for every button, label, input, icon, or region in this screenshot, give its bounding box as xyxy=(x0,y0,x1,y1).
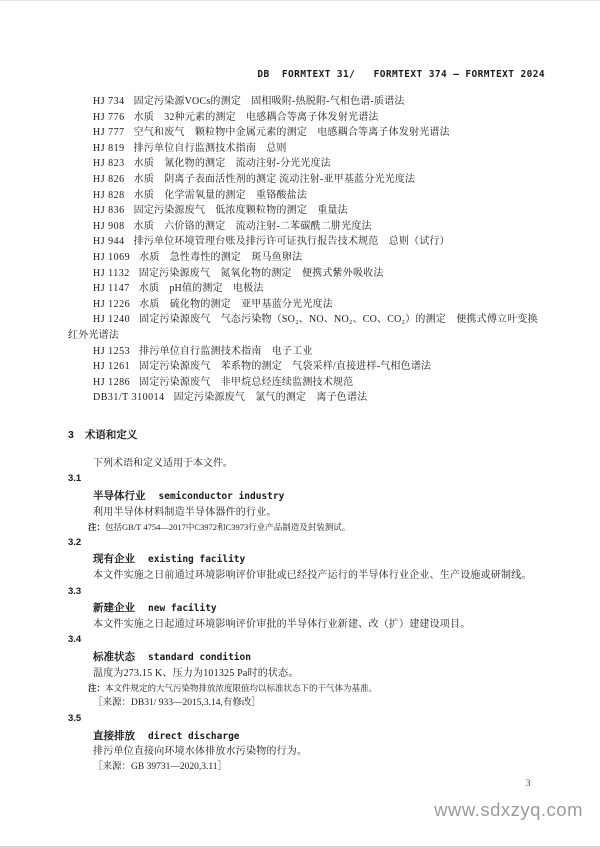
standard-item xyxy=(68,234,545,250)
term-line xyxy=(68,599,545,617)
standard-item xyxy=(68,390,545,406)
standard-code: HJ 1261 xyxy=(93,361,131,373)
term-name-zh: 标准状态 xyxy=(93,650,135,663)
note-label: 注： xyxy=(88,683,106,694)
term-block xyxy=(68,632,545,711)
section-number: 3 xyxy=(68,428,74,441)
term-block xyxy=(68,584,545,633)
standard-title: 固定污染源废气 低浓度颗粒物的测定 重量法 xyxy=(133,205,348,217)
standard-item xyxy=(68,359,545,375)
standard-code: HJ 836 xyxy=(93,205,125,217)
clause-number: 3.3 xyxy=(68,585,82,597)
term-name-en: new facility xyxy=(148,603,217,615)
note-text: 本文件规定的大气污染物排放浓度限值均以标准状态下的干气体为基准。 xyxy=(105,683,378,694)
standard-item xyxy=(68,203,545,219)
standard-title: 固定污染源废气 氯气的测定 离子色谱法 xyxy=(173,392,368,404)
standard-item xyxy=(68,281,545,297)
watermark: www.sdxzyq.com xyxy=(434,799,583,820)
term-line xyxy=(68,727,545,745)
standard-code: HJ 1147 xyxy=(93,283,130,295)
standard-code: HJ 734 xyxy=(93,96,125,107)
term-name-en: direct discharge xyxy=(148,730,240,742)
term-note xyxy=(68,681,545,696)
standard-title: 水质 阴离子表面活性剂的测定 流动注射-亚甲基蓝分光光度法 xyxy=(133,173,416,185)
standard-code: HJ 1286 xyxy=(93,376,131,388)
standard-title: 固定污染源废气 非甲烷总烃连续监测技术规范 xyxy=(139,376,354,388)
document-code-header: DB FORMTEXT 31/ FORMTEXT 374 — FORMTEXT 2024 xyxy=(257,69,545,80)
standard-item xyxy=(68,172,545,188)
note-label: 注： xyxy=(88,522,106,533)
standard-code: HJ 1240 xyxy=(93,314,131,326)
page-content xyxy=(0,1,600,776)
term-source: ［来源：GB 39731—2020,3.11］ xyxy=(93,761,227,772)
term-definition: 利用半导体材料制造半导体器件的行业。 xyxy=(93,506,277,518)
clause-number: 3.4 xyxy=(68,634,82,646)
section-title: 术语和定义 xyxy=(84,428,138,441)
term-source: ［来源：DB31/ 933—2015,3.14,有修改］ xyxy=(93,697,261,708)
standard-code: HJ 823 xyxy=(93,158,125,170)
standard-item xyxy=(68,156,545,172)
terms-and-definitions xyxy=(68,471,545,775)
clause-number: 3.5 xyxy=(68,713,82,725)
standard-title: 排污单位自行监测技术指南 电子工业 xyxy=(139,345,313,357)
clause-number: 3.1 xyxy=(68,473,82,485)
term-name-zh: 现有企业 xyxy=(93,553,135,566)
term-name-zh: 新建企业 xyxy=(93,602,135,615)
standard-title: 水质 氰化物的测定 流动注射-分光光度法 xyxy=(133,158,331,170)
standard-title: 固定污染源废气 苯系物的测定 气袋采样/直接进样-气相色谱法 xyxy=(139,361,432,373)
standard-code: HJ 1253 xyxy=(93,345,131,357)
note-text: 包括GB/T 4754—2017中C3972和C3973行业产品制造及封装测试。 xyxy=(105,522,351,533)
standard-item xyxy=(68,297,545,313)
standard-title: 排污单位环境管理台账及排污许可证执行报告技术规范 总则（试行） xyxy=(133,236,450,248)
standard-item xyxy=(68,266,545,282)
standard-code: HJ 1226 xyxy=(93,298,131,310)
term-block xyxy=(68,535,545,584)
standard-item xyxy=(68,344,545,360)
standard-title: 水质 32种元素的测定 电感耦合等离子体发射光谱法 xyxy=(133,111,379,123)
standard-title: 固定污染源VOCs的测定 固相吸附-热脱附-气相色谱-质谱法 xyxy=(133,96,405,107)
term-block xyxy=(68,711,545,775)
standard-item xyxy=(68,125,545,141)
standard-item xyxy=(68,250,545,266)
term-definition: 本文件实施之日前通过环境影响评价审批或已经投产运行的半导体行业企业、生产设施或研制线。 xyxy=(93,569,532,581)
term-line xyxy=(68,648,545,666)
term-definition: 温度为273.15 K、压力为101325 Pa时的状态。 xyxy=(93,667,299,679)
standard-title: 水质 pH值的测定 电极法 xyxy=(138,283,264,295)
page-number: 3 xyxy=(526,778,531,788)
standard-item xyxy=(68,141,545,157)
standard-title: 排污单位自行监测技术指南 总则 xyxy=(133,142,287,154)
standard-title: 水质 化学需氧量的测定 重铬酸盐法 xyxy=(133,189,308,201)
standard-code: HJ 828 xyxy=(93,189,125,201)
standard-item xyxy=(68,188,545,204)
standard-code: HJ 776 xyxy=(93,111,125,123)
term-name-en: existing facility xyxy=(148,554,246,566)
standard-item xyxy=(68,375,545,391)
term-name-zh: 直接排放 xyxy=(93,729,135,742)
standard-item xyxy=(68,110,545,126)
standard-title: 水质 急性毒性的测定 斑马鱼卵法 xyxy=(139,251,303,263)
section-intro: 下列术语和定义适用于本文件。 xyxy=(93,457,233,469)
term-definition: 本文件实施之日起通过环境影响评价审批的半导体行业新建、改（扩）建建设项目。 xyxy=(93,618,471,630)
term-line xyxy=(68,487,545,505)
standard-code: HJ 819 xyxy=(93,142,125,154)
standard-title: 固定污染源废气 气态污染物（SO₂、NO、NO₂、CO、CO₂）的测定 便携式傅立叶变换红外光谱法 xyxy=(68,314,538,341)
standard-code: HJ 908 xyxy=(93,220,125,232)
standard-title: 空气和废气 颗粒物中金属元素的测定 电感耦合等离子体发射光谱法 xyxy=(133,127,450,139)
term-name-en: semiconductor industry xyxy=(158,491,285,503)
standard-title: 固定污染源废气 氮氧化物的测定 便携式紫外吸收法 xyxy=(138,267,384,279)
term-note xyxy=(68,520,545,535)
standard-title: 水质 硫化物的测定 亚甲基蓝分光光度法 xyxy=(139,298,333,310)
standard-code: HJ 1132 xyxy=(93,267,130,279)
term-block xyxy=(68,471,545,534)
standard-item xyxy=(68,94,545,110)
standard-item xyxy=(68,219,545,235)
section-heading xyxy=(68,427,545,443)
standard-code: HJ 944 xyxy=(93,236,125,248)
standard-item xyxy=(68,312,545,343)
normative-references-list xyxy=(68,94,545,406)
standard-code: HJ 777 xyxy=(93,127,125,139)
standard-code: DB31/T 310014 xyxy=(93,392,165,404)
clause-number: 3.2 xyxy=(68,536,82,548)
standard-code: HJ 826 xyxy=(93,173,125,185)
term-name-zh: 半导体行业 xyxy=(93,490,146,503)
standard-code: HJ 1069 xyxy=(93,251,131,263)
term-definition: 排污单位直接向环境水体排放水污染物的行为。 xyxy=(93,746,308,758)
term-line xyxy=(68,550,545,568)
standard-title: 水质 六价铬的测定 流动注射-二苯碳酰二肼光度法 xyxy=(133,220,372,232)
term-name-en: standard condition xyxy=(148,651,251,663)
